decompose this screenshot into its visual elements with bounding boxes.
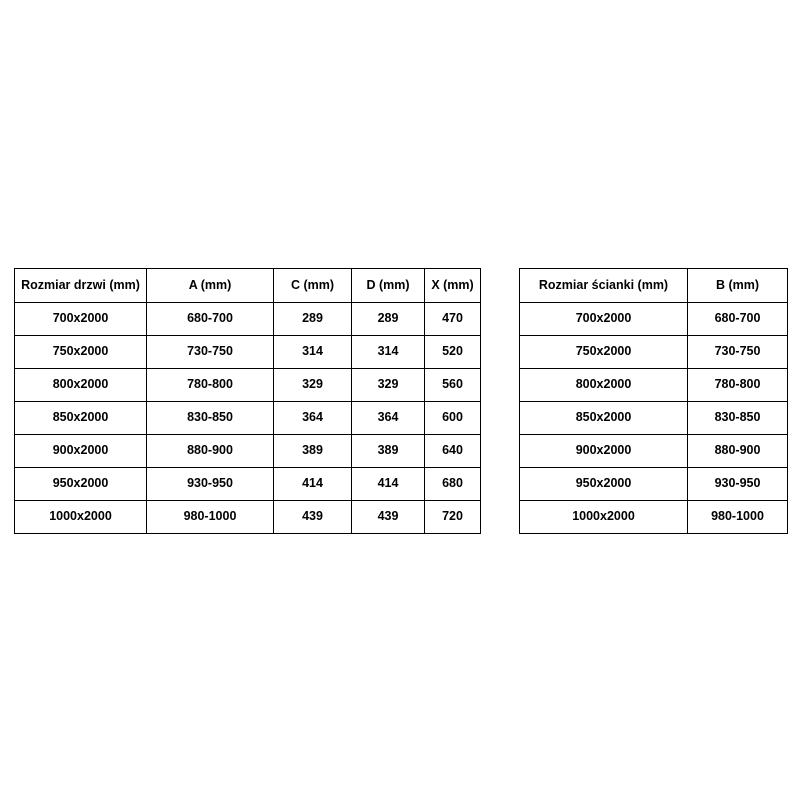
table-row xyxy=(520,402,788,435)
table-row xyxy=(520,501,788,534)
cell-wall-size: 900x2000 xyxy=(520,435,688,468)
table-header-row xyxy=(15,269,481,303)
door-size-table-body xyxy=(15,303,481,534)
cell-c: 314 xyxy=(274,336,352,369)
cell-a: 680-700 xyxy=(147,303,274,336)
cell-door-size: 700x2000 xyxy=(15,303,147,336)
cell-b: 930-950 xyxy=(688,468,788,501)
cell-wall-size: 800x2000 xyxy=(520,369,688,402)
wall-size-table-body xyxy=(520,303,788,534)
cell-wall-size: 750x2000 xyxy=(520,336,688,369)
column-header-b: B (mm) xyxy=(688,269,788,303)
table-row xyxy=(15,336,481,369)
table-row xyxy=(15,435,481,468)
column-header-door-size: Rozmiar drzwi (mm) xyxy=(15,269,147,303)
column-header-c: C (mm) xyxy=(274,269,352,303)
cell-wall-size: 950x2000 xyxy=(520,468,688,501)
column-header-wall-size: Rozmiar ścianki (mm) xyxy=(520,269,688,303)
table-row xyxy=(520,468,788,501)
cell-wall-size: 850x2000 xyxy=(520,402,688,435)
cell-x: 640 xyxy=(425,435,481,468)
cell-b: 880-900 xyxy=(688,435,788,468)
cell-c: 439 xyxy=(274,501,352,534)
column-header-x: X (mm) xyxy=(425,269,481,303)
cell-d: 389 xyxy=(352,435,425,468)
cell-c: 364 xyxy=(274,402,352,435)
cell-a: 880-900 xyxy=(147,435,274,468)
wall-size-table xyxy=(519,268,788,534)
cell-x: 600 xyxy=(425,402,481,435)
cell-c: 329 xyxy=(274,369,352,402)
table-row xyxy=(15,468,481,501)
cell-b: 680-700 xyxy=(688,303,788,336)
cell-d: 414 xyxy=(352,468,425,501)
wall-size-table-header xyxy=(520,269,788,303)
cell-d: 439 xyxy=(352,501,425,534)
cell-door-size: 850x2000 xyxy=(15,402,147,435)
wall-size-table-container xyxy=(519,268,787,534)
cell-a: 830-850 xyxy=(147,402,274,435)
table-row xyxy=(520,435,788,468)
cell-a: 730-750 xyxy=(147,336,274,369)
column-header-a: A (mm) xyxy=(147,269,274,303)
cell-d: 364 xyxy=(352,402,425,435)
table-row xyxy=(15,303,481,336)
table-header-row xyxy=(520,269,788,303)
table-row xyxy=(15,369,481,402)
cell-b: 780-800 xyxy=(688,369,788,402)
cell-c: 414 xyxy=(274,468,352,501)
cell-d: 289 xyxy=(352,303,425,336)
cell-d: 314 xyxy=(352,336,425,369)
cell-b: 830-850 xyxy=(688,402,788,435)
cell-door-size: 950x2000 xyxy=(15,468,147,501)
table-row xyxy=(520,369,788,402)
cell-x: 470 xyxy=(425,303,481,336)
table-row xyxy=(15,501,481,534)
table-row xyxy=(520,336,788,369)
cell-a: 980-1000 xyxy=(147,501,274,534)
cell-a: 930-950 xyxy=(147,468,274,501)
cell-door-size: 750x2000 xyxy=(15,336,147,369)
cell-c: 389 xyxy=(274,435,352,468)
cell-c: 289 xyxy=(274,303,352,336)
cell-x: 560 xyxy=(425,369,481,402)
cell-a: 780-800 xyxy=(147,369,274,402)
cell-door-size: 900x2000 xyxy=(15,435,147,468)
cell-x: 680 xyxy=(425,468,481,501)
door-size-table xyxy=(14,268,481,534)
cell-x: 720 xyxy=(425,501,481,534)
table-row xyxy=(520,303,788,336)
cell-x: 520 xyxy=(425,336,481,369)
door-size-table-header xyxy=(15,269,481,303)
column-header-d: D (mm) xyxy=(352,269,425,303)
cell-b: 980-1000 xyxy=(688,501,788,534)
door-size-table-container xyxy=(14,268,480,534)
table-row xyxy=(15,402,481,435)
cell-wall-size: 1000x2000 xyxy=(520,501,688,534)
cell-door-size: 1000x2000 xyxy=(15,501,147,534)
cell-door-size: 800x2000 xyxy=(15,369,147,402)
cell-b: 730-750 xyxy=(688,336,788,369)
cell-wall-size: 700x2000 xyxy=(520,303,688,336)
cell-d: 329 xyxy=(352,369,425,402)
